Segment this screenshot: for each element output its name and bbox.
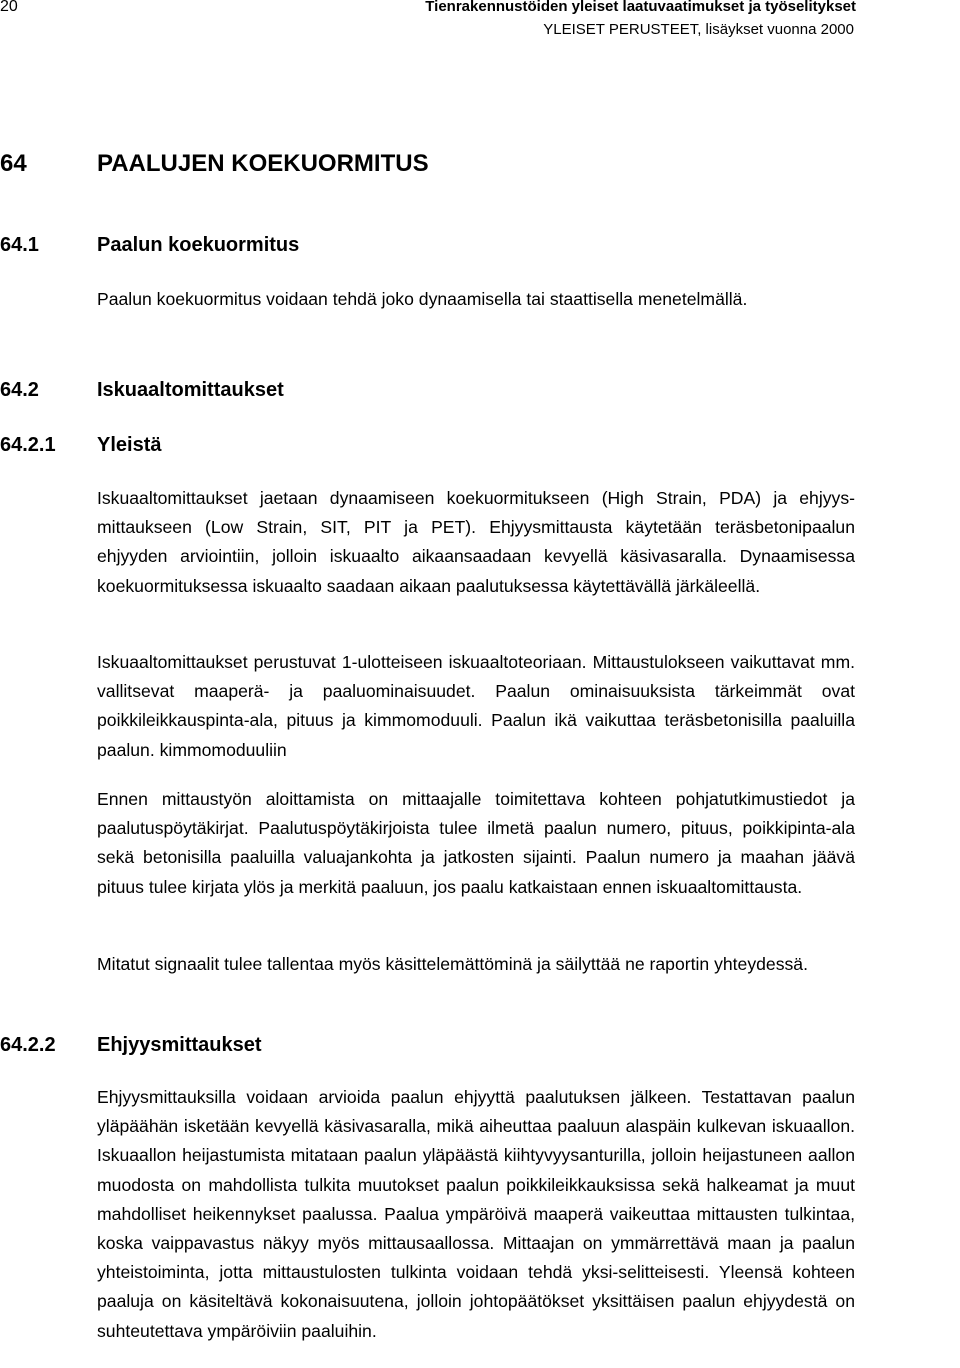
section-number: 64.2	[0, 379, 39, 401]
section-number: 64.1	[0, 234, 39, 256]
paragraph-64-2-1-a: Iskuaaltomittaukset jaetaan dynaamiseen koekuormitukseen (High Strain, PDA) ja ehjyys-mittaukseen (Low Strain, SIT, PIT ja PET). Ehjyysmittausta käytetään teräsbetonipaalun ehjyyden arviointiin, jolloin iskuaalto aikaansaadaan kevyellä käsivasaralla. Dynaamisessa koekuormituksessa iskuaalto saadaan aikaan paalutuksessa käytettävällä järkäleellä.	[97, 488, 855, 596]
section-title: Ehjyysmittaukset	[97, 1034, 262, 1056]
page-number: 20	[0, 0, 18, 15]
section-number: 64.2.2	[0, 1034, 56, 1056]
paragraph-64-2-1-d: Mitatut signaalit tulee tallentaa myös käsittelemättöminä ja säilyttää ne raportin yhteydessä.	[97, 954, 808, 974]
running-header-title: Tienrakennustöiden yleiset laatuvaatimukset ja työselitykset	[425, 0, 856, 15]
section-number: 64.2.1	[0, 434, 56, 456]
section-number: 64	[0, 150, 27, 177]
section-title: Yleistä	[97, 434, 162, 456]
section-title: Iskuaaltomittaukset	[97, 379, 284, 401]
section-title: PAALUJEN KOEKUORMITUS	[97, 150, 429, 177]
paragraph-64-2-1-b: Iskuaaltomittaukset perustuvat 1-ulotteiseen iskuaaltoteoriaan. Mittaustulokseen vaikuttavat mm. vallitsevat maaperä- ja paaluominaisuudet. Paalun ominaisuuksista tärkeimmät ovat poikkileikkauspinta-ala, pituus ja kimmomoduuli. Paalun ikä vaikuttaa teräsbetonisilla paaluilla paalun. kimmomoduuliin	[97, 652, 855, 760]
paragraph-64-1: Paalun koekuormitus voidaan tehdä joko dynaamisella tai staattisella menetelmällä.	[97, 289, 748, 309]
paragraph-64-2-2: Ehjyysmittauksilla voidaan arvioida paalun ehjyyttä paalutuksen jälkeen. Testattavan paalun yläpäähän isketään kevyellä käsivasaralla, mikä aiheuttaa paaluun alaspäin kulkevan iskuaallon. Iskuaallon heijastumista mitataan paalun yläpäästä kiihtyvyysanturilla, jolloin heijastuneen aallon muodosta on mahdollista tulkita muutokset paalun poikkileikkauksissa sekä halkeamat ja muut mahdolliset heikennykset paalussa. Paalua ympäröivä maaperä vaikeuttaa mittausten tulkintaa, koska vaippavastus näkyy myös mittausaallossa. Mittaajan on ymmärrettävä maan ja paalun yhteistoiminta, jotta mittaustulosten tulkinta voidaan tehdä yksi-selitteisesti. Yleensä kohteen paaluja on käsiteltävä kokonaisuutena, jolloin johtopäätökset yksittäisen paalun ehjyydestä on suhteutettava ympäröiviin paaluihin.	[97, 1087, 855, 1341]
section-title: Paalun koekuormitus	[97, 234, 300, 256]
running-header-subtitle: YLEISET PERUSTEET, lisäykset vuonna 2000	[543, 21, 854, 38]
paragraph-64-2-1-c: Ennen mittaustyön aloittamista on mittaajalle toimitettava kohteen pohjatutkimustiedot ja paalutuspöytäkirjat. Paalutuspöytäkirjoista tulee ilmetä paalun numero, pituus, poikkipinta-ala sekä betonisilla paaluilla valuajankohta ja jatkosten sijainti. Paalun numero ja maahan jäävä pituus tulee kirjata ylös ja merkitä paaluun, jos paalu katkaistaan ennen iskuaaltomittausta.	[97, 789, 855, 897]
